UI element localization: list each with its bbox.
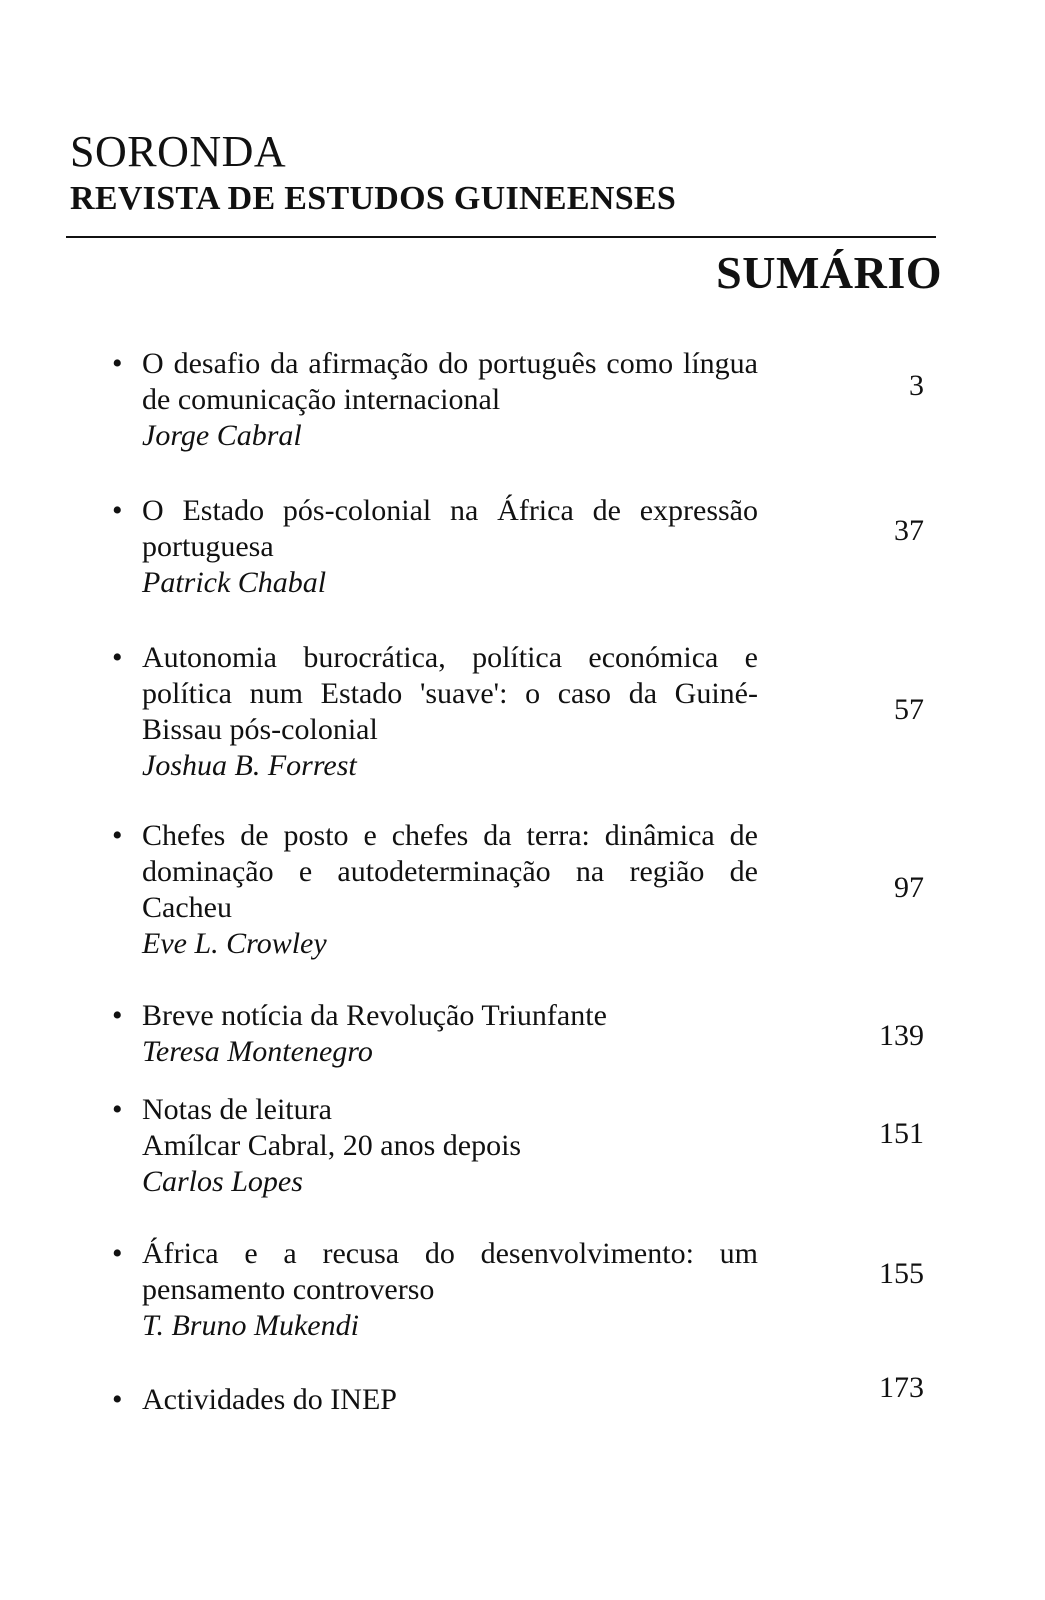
toc-entry-subtitle: Amílcar Cabral, 20 anos depois — [142, 1129, 522, 1162]
toc-entry-text — [142, 1092, 758, 1200]
bullet-icon: • — [112, 1093, 123, 1126]
toc-entry-page: 139 — [879, 1019, 924, 1052]
table-of-contents-title: SUMÁRIO — [716, 247, 942, 298]
toc-entry-author: Patrick Chabal — [142, 566, 327, 599]
toc-entry-page: 3 — [909, 369, 924, 402]
toc-entry-author: Joshua B. Forrest — [142, 749, 357, 782]
toc-entry-title: Chefes de posto e chefes da terra: dinâmica de dominação e autodeterminação na região de Cacheu — [142, 819, 758, 924]
toc-entry-page: 151 — [879, 1117, 924, 1150]
bullet-icon: • — [112, 641, 123, 674]
bullet-icon: • — [112, 347, 123, 380]
bullet-icon: • — [112, 819, 123, 852]
toc-entry-page: 155 — [879, 1257, 924, 1290]
toc-entry-author: Eve L. Crowley — [142, 927, 327, 960]
toc-entry-title: Notas de leitura — [142, 1093, 332, 1126]
toc-entry-author: T. Bruno Mukendi — [142, 1309, 359, 1342]
toc-entry-title: O desafio da afirmação do português como língua de comunicação internacional — [142, 347, 758, 416]
toc-entry-text — [142, 998, 758, 1070]
toc-entry-page: 37 — [894, 514, 924, 547]
toc-entry-text — [142, 640, 758, 784]
bullet-icon: • — [112, 494, 123, 527]
toc-entry-title: Autonomia burocrática, política económica e política num Estado 'suave': o caso da Guiné-Bissau pós-colonial — [142, 641, 758, 746]
bullet-icon: • — [112, 1383, 123, 1416]
toc-entry-page: 173 — [879, 1371, 924, 1404]
toc-entry-page: 57 — [894, 693, 924, 726]
toc-entry-text — [142, 1236, 758, 1344]
toc-entry-text — [142, 1382, 758, 1418]
toc-entry-title: África e a recusa do desenvolvimento: um pensamento controverso — [142, 1237, 758, 1306]
journal-name: SORONDA — [70, 127, 287, 176]
toc-entry-author: Teresa Montenegro — [142, 1035, 373, 1068]
toc-entry-text — [142, 493, 758, 601]
toc-entry-title: Breve notícia da Revolução Triunfante — [142, 999, 607, 1032]
toc-entry-text — [142, 346, 758, 454]
toc-entry-title: O Estado pós-colonial na África de expressão portuguesa — [142, 494, 758, 563]
bullet-icon: • — [112, 1237, 123, 1270]
toc-entry-author: Carlos Lopes — [142, 1165, 303, 1198]
bullet-icon: • — [112, 999, 123, 1032]
header-divider — [66, 236, 936, 238]
toc-entry-title: Actividades do INEP — [142, 1383, 397, 1416]
toc-entry-author: Jorge Cabral — [142, 419, 302, 452]
toc-entry-text — [142, 818, 758, 962]
journal-subtitle: REVISTA DE ESTUDOS GUINEENSES — [70, 180, 677, 217]
toc-entry-page: 97 — [894, 871, 924, 904]
